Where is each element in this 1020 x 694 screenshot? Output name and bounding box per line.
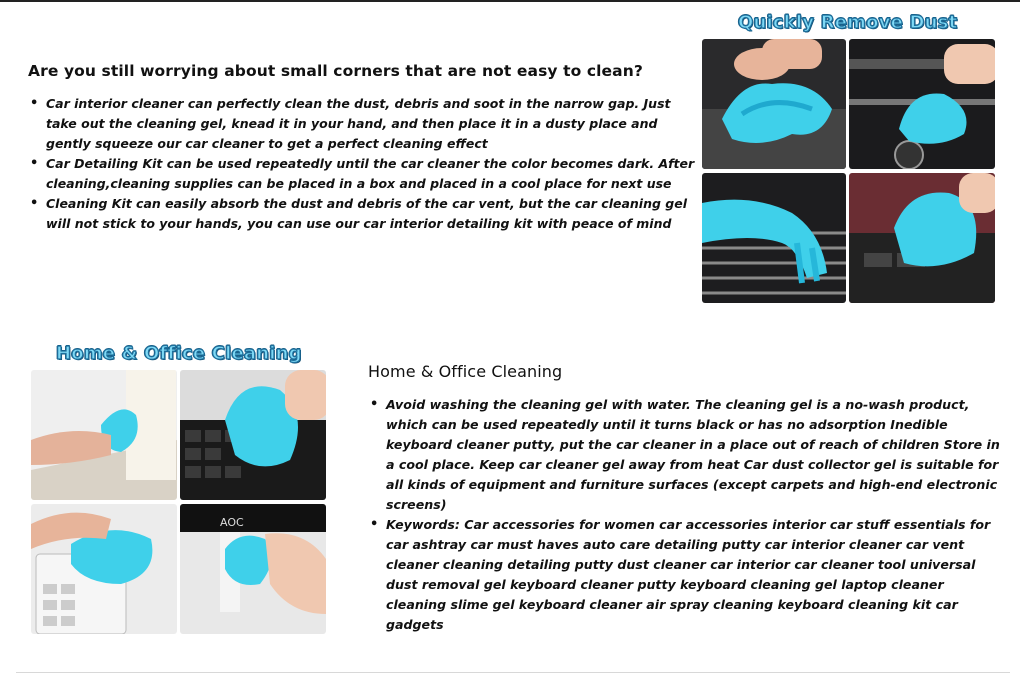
section-heading: Are you still worrying about small corners that are not easy to clean? [28, 62, 643, 80]
photo-gel-on-monitor-stand [180, 504, 326, 634]
monitor-brand-logo: AOC [220, 516, 244, 529]
photo-gel-on-phone-keypad [31, 504, 177, 634]
photo-gel-on-keyboard [180, 370, 326, 500]
bullet-list [368, 395, 1008, 635]
image-banner: Home & Office Cleaning [56, 343, 302, 364]
bullet-list [28, 94, 700, 234]
section-heading: Home & Office Cleaning [368, 362, 563, 381]
section-car-cleaning [28, 62, 700, 234]
list-item: • Keywords: Car accessories for women car accessories interior car stuff essentials for car ashtray car must haves auto care detailing putty car interior cleaner car vent cleaner cleaning detailing putty dust cleaner car interior car cleaner tool universal dust removal gel keyboard cleaner putty keyboard cleaning gel laptop cleaner cleaning slime gel keyboard cleaner air spray cleaning keyboard cleaning kit car gadgets [368, 515, 1008, 635]
list-item: • Cleaning Kit can easily absorb the dust and debris of the car vent, but the car cleaning gel will not stick to your hands, you can use our car interior detailing kit with peace of mind [28, 194, 700, 234]
product-image-home-office-collage [30, 340, 326, 636]
bottom-divider [16, 672, 1010, 673]
section-home-office-cleaning [368, 362, 1008, 635]
list-item: • Avoid washing the cleaning gel with water. The cleaning gel is a no-wash product, which can be used repeatedly until it turns black or has no adsorption Inedible keyboard cleaner putty, put the car cleaner in a place out of reach of children Store in a cool place. Keep car cleaner gel away from heat Car dust collector gel is suitable for all kinds of equipment and furniture surfaces (except carpets and high-end electronic screens) [368, 395, 1008, 515]
list-item: • Car interior cleaner can perfectly clean the dust, debris and soot in the narrow gap. Just take out the cleaning gel, knead it in your hand, and then place it in a dusty place and gently squeeze our car cleaner to get a perfect cleaning effect [28, 94, 700, 154]
photo-gel-on-console [849, 39, 995, 169]
top-border [0, 0, 1020, 2]
photo-gel-on-air-vent [702, 173, 846, 303]
image-banner: Quickly Remove Dust [738, 12, 958, 33]
product-image-car-collage [700, 10, 998, 306]
photo-gel-in-drawer [31, 370, 177, 500]
photo-gel-on-door-panel [849, 173, 995, 303]
photo-gel-on-dashboard [702, 39, 846, 169]
list-item: • Car Detailing Kit can be used repeatedly until the car cleaner the color becomes dark. After cleaning,cleaning supplies can be placed in a box and placed in a cool place for next use [28, 154, 700, 194]
